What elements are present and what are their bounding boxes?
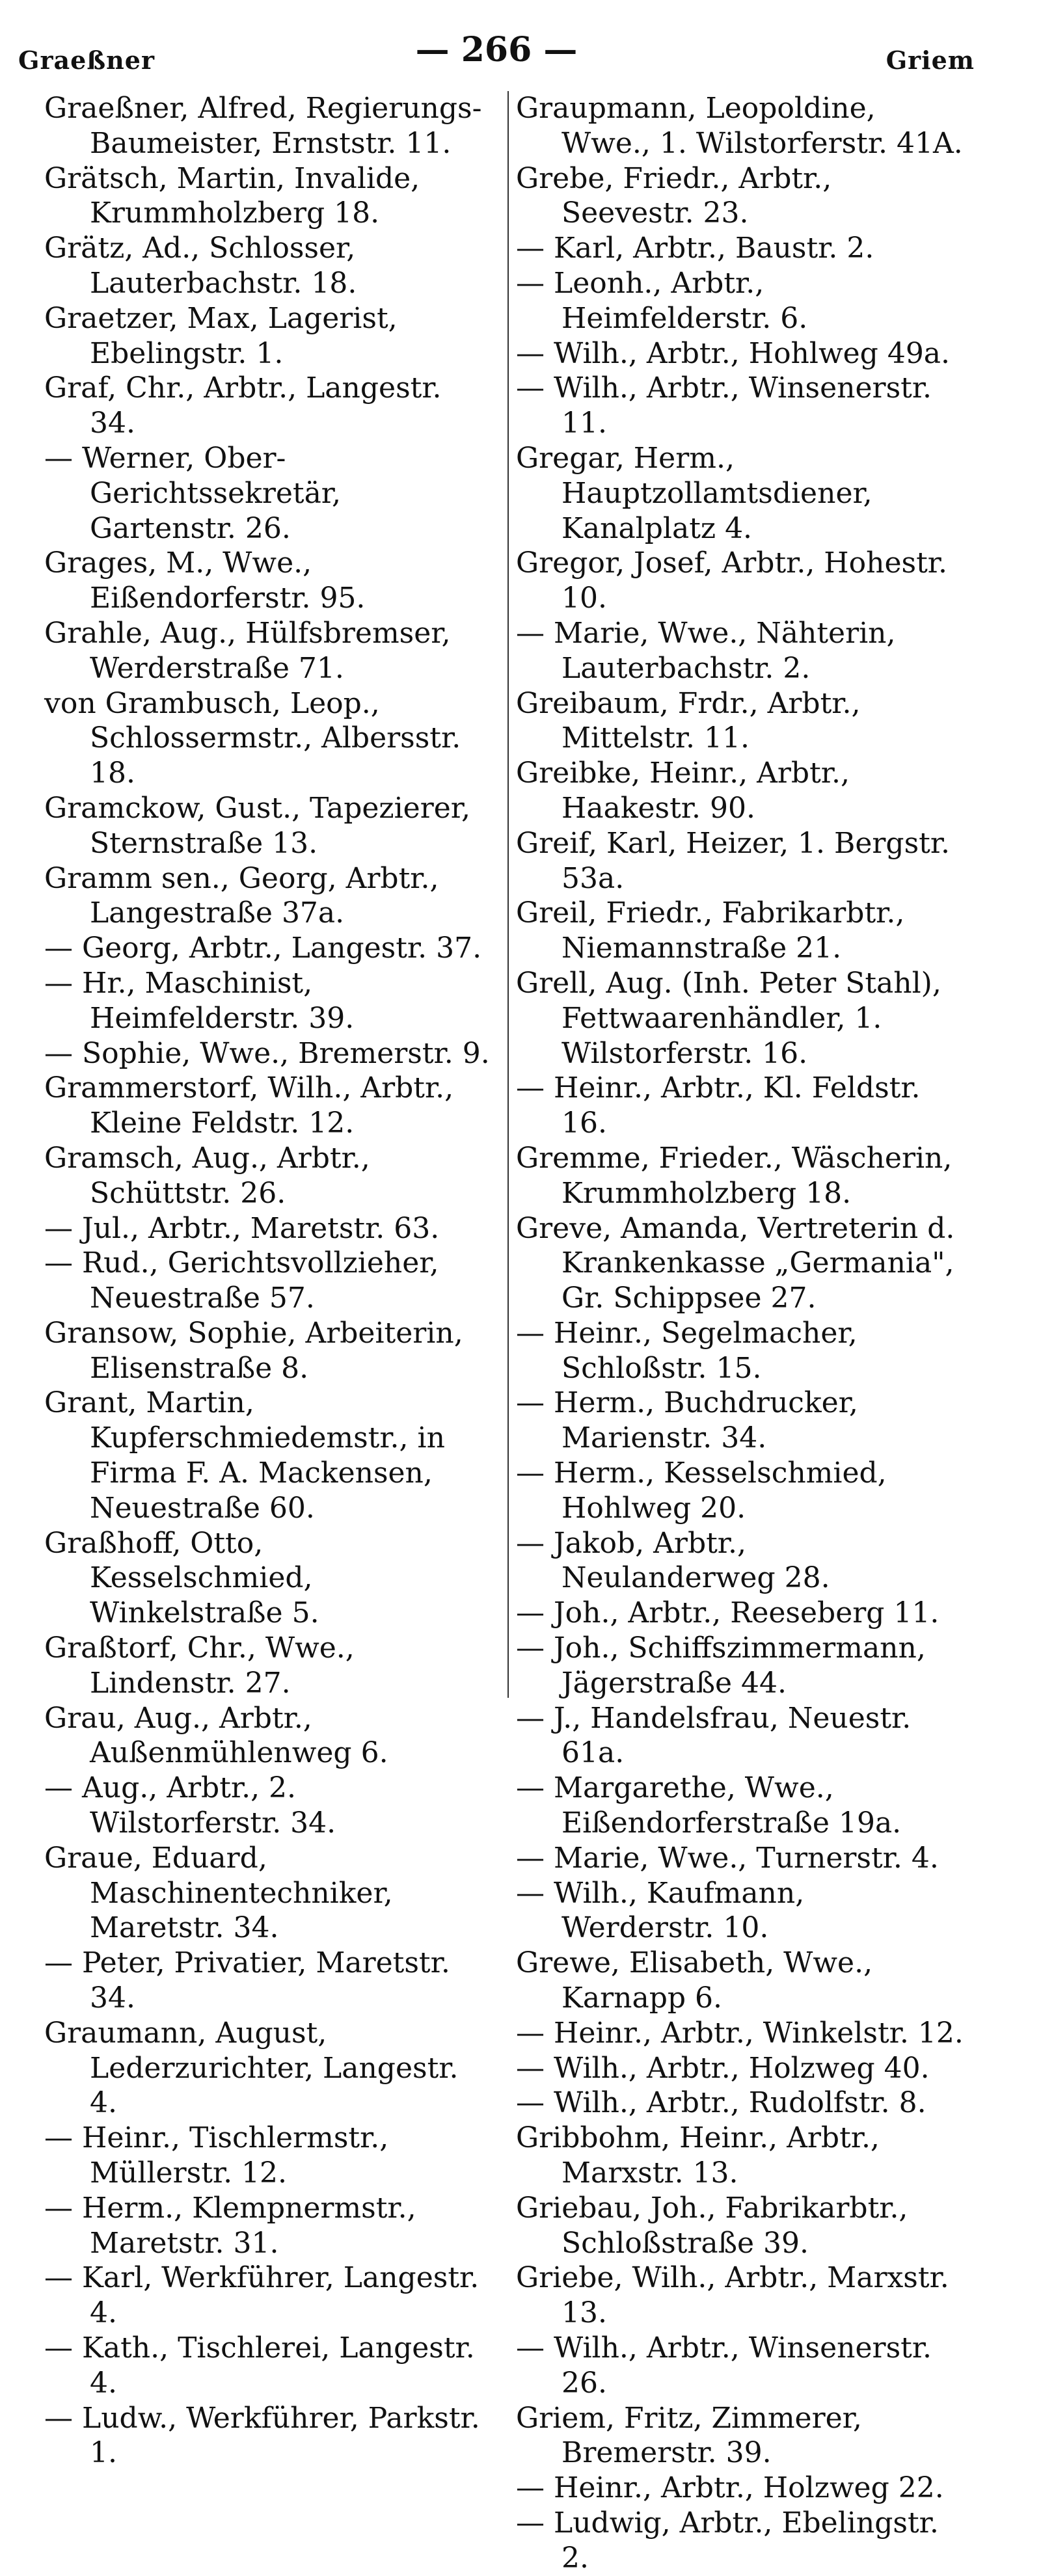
directory-entry: Graetzer, Max, Lagerist, Ebelingstr. 1.: [44, 301, 398, 370]
directory-entry: Greif, Karl, Heizer, 1. Bergstr. 53a.: [516, 826, 951, 895]
running-head-right: Griem: [886, 46, 975, 75]
directory-entry: — Joh., Arbtr., Reeseberg 11.: [516, 1596, 940, 1630]
directory-entry: Gregar, Herm., Hauptzollamtsdiener, Kanalplatz 4.: [516, 441, 872, 545]
directory-entry: Gramm sen., Georg, Arbtr., Langestraße 37a.: [44, 861, 439, 930]
directory-entry: — Wilh., Kaufmann, Werderstr. 10.: [516, 1876, 805, 1945]
directory-entry: — Heinr., Segelmacher, Schloßstr. 15.: [516, 1316, 858, 1385]
left-column: [44, 91, 493, 2471]
directory-entry: — Ludwig, Arbtr., Ebelingstr. 2.: [516, 2506, 939, 2575]
directory-entry: — Aug., Arbtr., 2. Wilstorferstr. 34.: [44, 1771, 336, 1840]
directory-entry: — Kath., Tischlerei, Langestr. 4.: [44, 2331, 475, 2400]
directory-entry: Graf, Chr., Arbtr., Langestr. 34.: [44, 371, 442, 440]
directory-entry: von Grambusch, Leop., Schlossermstr., Albersstr. 18.: [44, 686, 461, 790]
directory-entry: — Heinr., Arbtr., Winkelstr. 12.: [516, 2016, 964, 2050]
directory-entry: — Rud., Gerichtsvollzieher, Neuestraße 57.: [44, 1246, 439, 1315]
column-divider: [507, 91, 509, 1698]
page-number: — 266 —: [415, 30, 578, 70]
directory-entry: Gregor, Josef, Arbtr., Hohestr. 10.: [516, 546, 947, 615]
directory-entry: — Heinr., Arbtr., Kl. Feldstr. 16.: [516, 1071, 921, 1140]
directory-entry: Gribbohm, Heinr., Arbtr., Marxstr. 13.: [516, 2121, 880, 2190]
directory-entry: — Karl, Arbtr., Baustr. 2.: [516, 232, 874, 265]
directory-entry: — Wilh., Arbtr., Winsenerstr. 26.: [516, 2331, 932, 2400]
directory-entry: Graumann, August, Lederzurichter, Langestr. 4.: [44, 2016, 459, 2120]
directory-entry: Graßhoff, Otto, Kesselschmied, Winkelstraße 5.: [44, 1526, 319, 1630]
directory-entry: Grebe, Friedr., Arbtr., Seevestr. 23.: [516, 161, 832, 230]
directory-entry: Grahle, Aug., Hülfsbremser, Werderstraße 71.: [44, 616, 451, 685]
directory-entry: — Herm., Kesselschmied, Hohlweg 20.: [516, 1456, 887, 1525]
directory-entry: Grätz, Ad., Schlosser, Lauterbachstr. 18.: [44, 232, 357, 300]
directory-entry: — Wilh., Arbtr., Holzweg 40.: [516, 2051, 930, 2085]
directory-entry: Gramckow, Gust., Tapezierer, Sternstraße 13.: [44, 791, 470, 860]
directory-entry: — Wilh., Arbtr., Hohlweg 49a.: [516, 336, 951, 370]
directory-entry: — Ludw., Werkführer, Parkstr. 1.: [44, 2401, 480, 2470]
directory-entry: — Jul., Arbtr., Maretstr. 63.: [44, 1211, 440, 1245]
directory-entry: — Marie, Wwe., Nähterin, Lauterbachstr. 2.: [516, 616, 896, 685]
directory-entry: — Herm., Buchdrucker, Marienstr. 34.: [516, 1386, 858, 1455]
directory-entry: — J., Handelsfrau, Neuestr. 61a.: [516, 1701, 912, 1770]
directory-entry: — Wilh., Arbtr., Rudolfstr. 8.: [516, 2086, 926, 2120]
directory-entry: Grau, Aug., Arbtr., Außenmühlenweg 6.: [44, 1701, 388, 1770]
directory-entry: — Hr., Maschinist, Heimfelderstr. 39.: [44, 966, 355, 1035]
directory-entry: Greil, Friedr., Fabrikarbtr., Niemannstraße 21.: [516, 896, 905, 965]
directory-entry: Gramsch, Aug., Arbtr., Schüttstr. 26.: [44, 1141, 370, 1210]
directory-entry: — Sophie, Wwe., Bremerstr. 9.: [44, 1036, 490, 1070]
directory-entry: Greve, Amanda, Vertreterin d. Krankenkasse „Germania", Gr. Schippsee 27.: [516, 1211, 955, 1315]
running-head-left: Graeßner: [18, 46, 155, 75]
directory-entry: Griebau, Joh., Fabrikarbtr., Schloßstraße 39.: [516, 2191, 908, 2260]
directory-entry: Greibaum, Frdr., Arbtr., Mittelstr. 11.: [516, 686, 861, 755]
directory-entry: Griem, Fritz, Zimmerer, Bremerstr. 39.: [516, 2401, 862, 2470]
right-column: [516, 91, 965, 2576]
directory-entry: — Karl, Werkführer, Langestr. 4.: [44, 2261, 480, 2330]
directory-entry: Graupmann, Leopoldine, Wwe., 1. Wilstorferstr. 41A.: [516, 92, 963, 160]
directory-entry: — Leonh., Arbtr., Heimfelderstr. 6.: [516, 266, 808, 335]
directory-entry: — Jakob, Arbtr., Neulanderweg 28.: [516, 1526, 830, 1595]
directory-entry: Graue, Eduard, Maschinentechniker, Maretstr. 34.: [44, 1841, 393, 1945]
directory-entry: Griebe, Wilh., Arbtr., Marxstr. 13.: [516, 2261, 949, 2330]
directory-entry: — Georg, Arbtr., Langestr. 37.: [44, 932, 482, 965]
directory-entry: — Herm., Klempnermstr., Maretstr. 31.: [44, 2191, 416, 2260]
directory-entry: Gremme, Frieder., Wäscherin, Krummholzberg 18.: [516, 1141, 953, 1210]
directory-entry: — Peter, Privatier, Maretstr. 34.: [44, 1946, 450, 2015]
directory-entry: Grant, Martin, Kupferschmiedemstr., in Firma F. A. Mackensen, Neuestraße 60.: [44, 1386, 445, 1525]
directory-entry: — Wilh., Arbtr., Winsenerstr. 11.: [516, 371, 932, 440]
directory-entry: Graeßner, Alfred, Regierungs-Baumeister, Ernststr. 11.: [44, 92, 482, 160]
page-header: [18, 26, 975, 78]
directory-entry: — Heinr., Tischlermstr., Müllerstr. 12.: [44, 2121, 389, 2190]
directory-entry: Grages, M., Wwe., Eißendorferstr. 95.: [44, 546, 366, 615]
entry-columns: [18, 91, 975, 2575]
directory-entry: Greibke, Heinr., Arbtr., Haakestr. 90.: [516, 757, 850, 825]
directory-entry: Gransow, Sophie, Arbeiterin, Elisenstraße 8.: [44, 1316, 463, 1385]
directory-entry: — Marie, Wwe., Turnerstr. 4.: [516, 1841, 939, 1875]
directory-entry: Graßtorf, Chr., Wwe., Lindenstr. 27.: [44, 1631, 355, 1700]
directory-entry: — Heinr., Arbtr., Holzweg 22.: [516, 2471, 944, 2505]
directory-entry: Grätsch, Martin, Invalide, Krummholzberg 18.: [44, 161, 420, 230]
directory-entry: — Werner, Ober-Gerichtssekretär, Gartenstr. 26.: [44, 441, 341, 545]
directory-entry: Grewe, Elisabeth, Wwe., Karnapp 6.: [516, 1946, 873, 2015]
directory-entry: — Joh., Schiffszimmermann, Jägerstraße 44.: [516, 1631, 926, 1700]
directory-entry: Grell, Aug. (Inh. Peter Stahl), Fettwaarenhändler, 1. Wilstorferstr. 16.: [516, 966, 941, 1070]
directory-entry: Grammerstorf, Wilh., Arbtr., Kleine Feldstr. 12.: [44, 1071, 454, 1140]
directory-entry: — Margarethe, Wwe., Eißendorferstraße 19a.: [516, 1771, 902, 1840]
